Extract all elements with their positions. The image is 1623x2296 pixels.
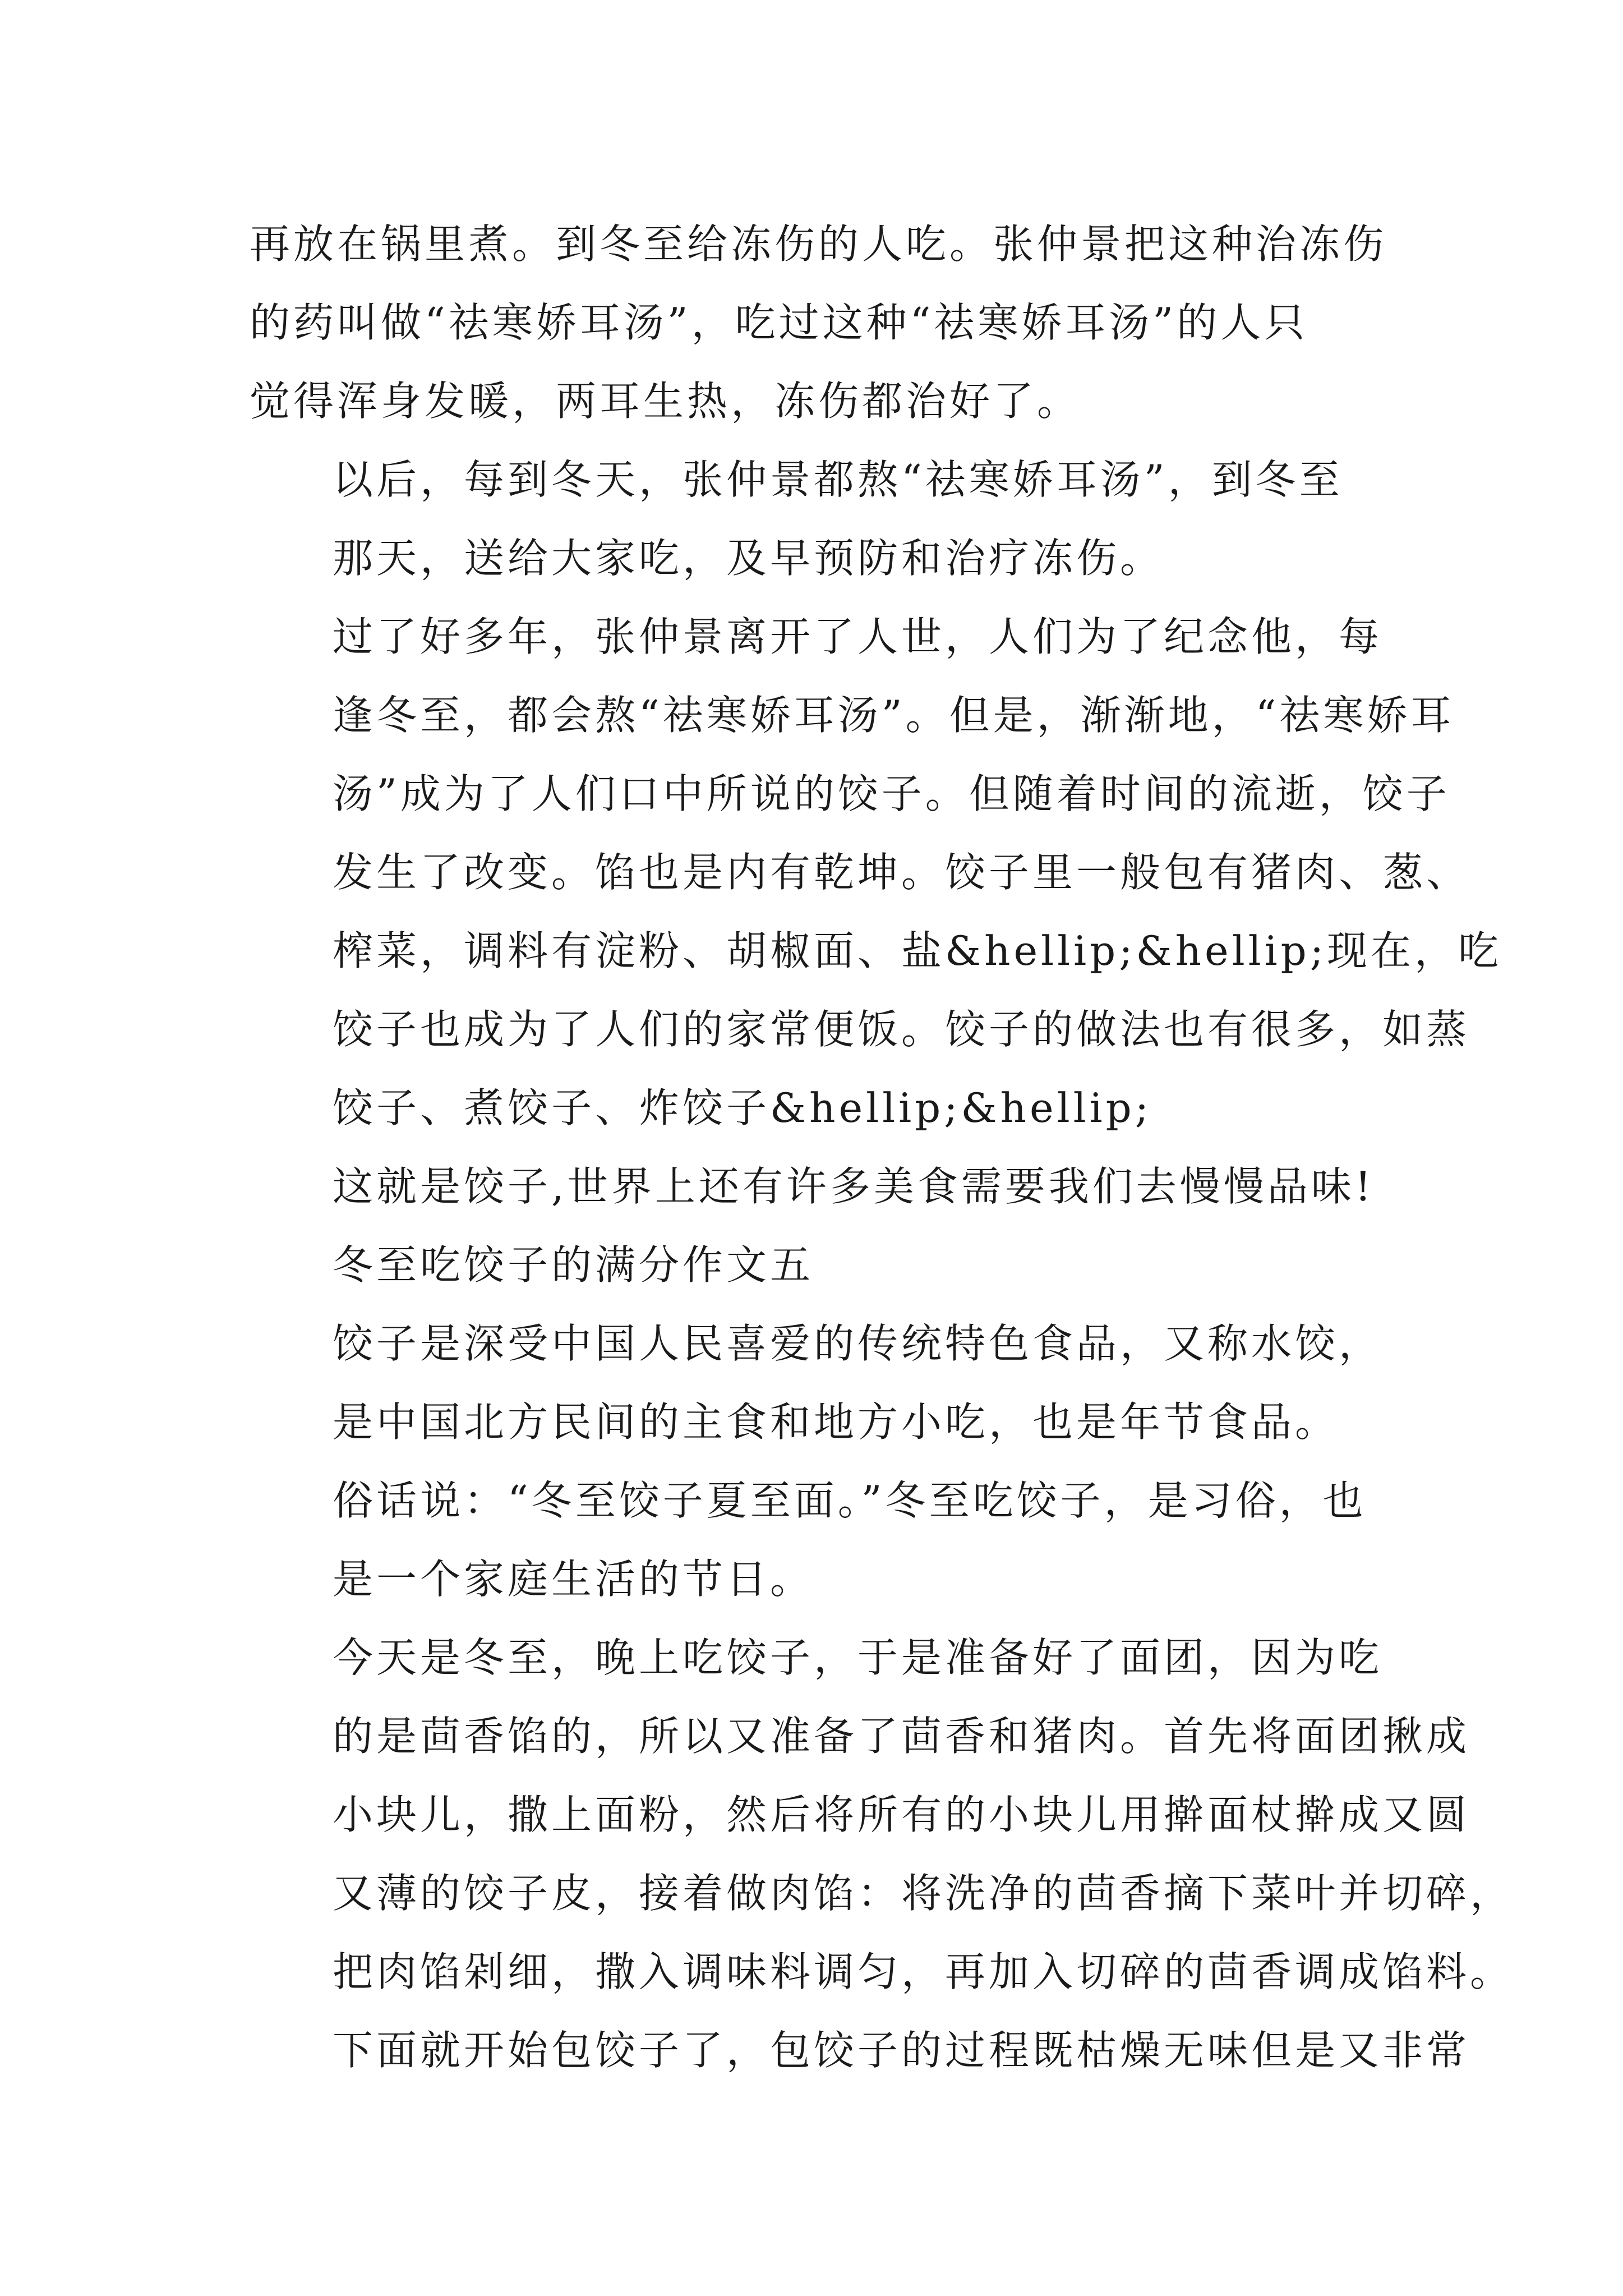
text-line: 是中国北方民间的主食和地方小吃，也是年节食品。 [333,1398,1339,1446]
text-line: 下面就开始包饺子了，包饺子的过程既枯燥无味但是又非常 [333,2027,1470,2074]
paragraph [250,597,1502,1147]
text-line: 过了好多年，张仲景离开了人世，人们为了纪念他，每 [333,613,1383,660]
text-line: 小块儿，撒上面粉，然后将所有的小块儿用擀面杖擀成又圆 [333,1791,1470,1838]
text-line: 再放在锅里煮。到冬至给冻伤的人吃。张仲景把这种治冻伤 [250,220,1387,268]
paragraph [250,1304,1394,1461]
text-line: 榨菜，调料有淀粉、胡椒面、盐&hellip;&hellip;现在，吃 [333,927,1502,974]
text-line: 又薄的饺子皮，接着做肉馅：将洗净的茴香摘下菜叶并切碎， [333,1870,1514,1917]
text-line: 饺子是深受中国人民喜爱的传统特色食品，又称水饺， [333,1320,1383,1367]
text-line: 这就是饺子,世界上还有许多美食需要我们去慢慢品味! [333,1163,1375,1210]
text-line: 那天，送给大家吃，及早预防和治疗冻伤。 [333,535,1164,582]
text-line: 今天是冬至，晚上吃饺子，于是准备好了面团，因为吃 [333,1634,1383,1681]
text-line: 是一个家庭生活的节日。 [333,1556,814,1603]
text-line: 俗话说：“冬至饺子夏至面。”冬至吃饺子，是习俗，也 [333,1477,1367,1524]
paragraph [250,205,1394,440]
document-body [250,205,1514,2090]
text-line: 发生了改变。馅也是内有乾坤。饺子里一般包有猪肉、葱、 [333,849,1470,896]
text-line: 饺子也成为了人们的家常便饭。饺子的做法也有很多，如蒸 [333,1006,1470,1053]
text-line: 以后，每到冬天，张仲景都熬“祛寒娇耳汤”，到冬至 [333,456,1343,503]
text-line: 的药叫做“祛寒娇耳汤”，吃过这种“祛寒娇耳汤”的人只 [250,299,1308,346]
text-line: 冬至吃饺子的满分作文五 [333,1241,814,1289]
text-line: 的是茴香馅的，所以又准备了茴香和猪肉。首先将面团揪成 [333,1713,1470,1760]
paragraph [250,440,1394,597]
paragraph [250,1147,1394,1226]
paragraph [250,1461,1394,1618]
paragraph [250,1226,1394,1304]
text-line: 逢冬至，都会熬“祛寒娇耳汤”。但是，渐渐地，“祛寒娇耳 [333,692,1455,739]
text-line: 饺子、煮饺子、炸饺子&hellip;&hellip; [333,1084,1152,1131]
text-line: 汤”成为了人们口中所说的饺子。但随着时间的流逝，饺子 [333,770,1450,817]
paragraph [250,1618,1514,2090]
text-line: 觉得浑身发暖，两耳生热，冻伤都治好了。 [250,378,1081,425]
text-line: 把肉馅剁细，撒入调味料调匀，再加入切碎的茴香调成馅料。 [333,1948,1514,1995]
